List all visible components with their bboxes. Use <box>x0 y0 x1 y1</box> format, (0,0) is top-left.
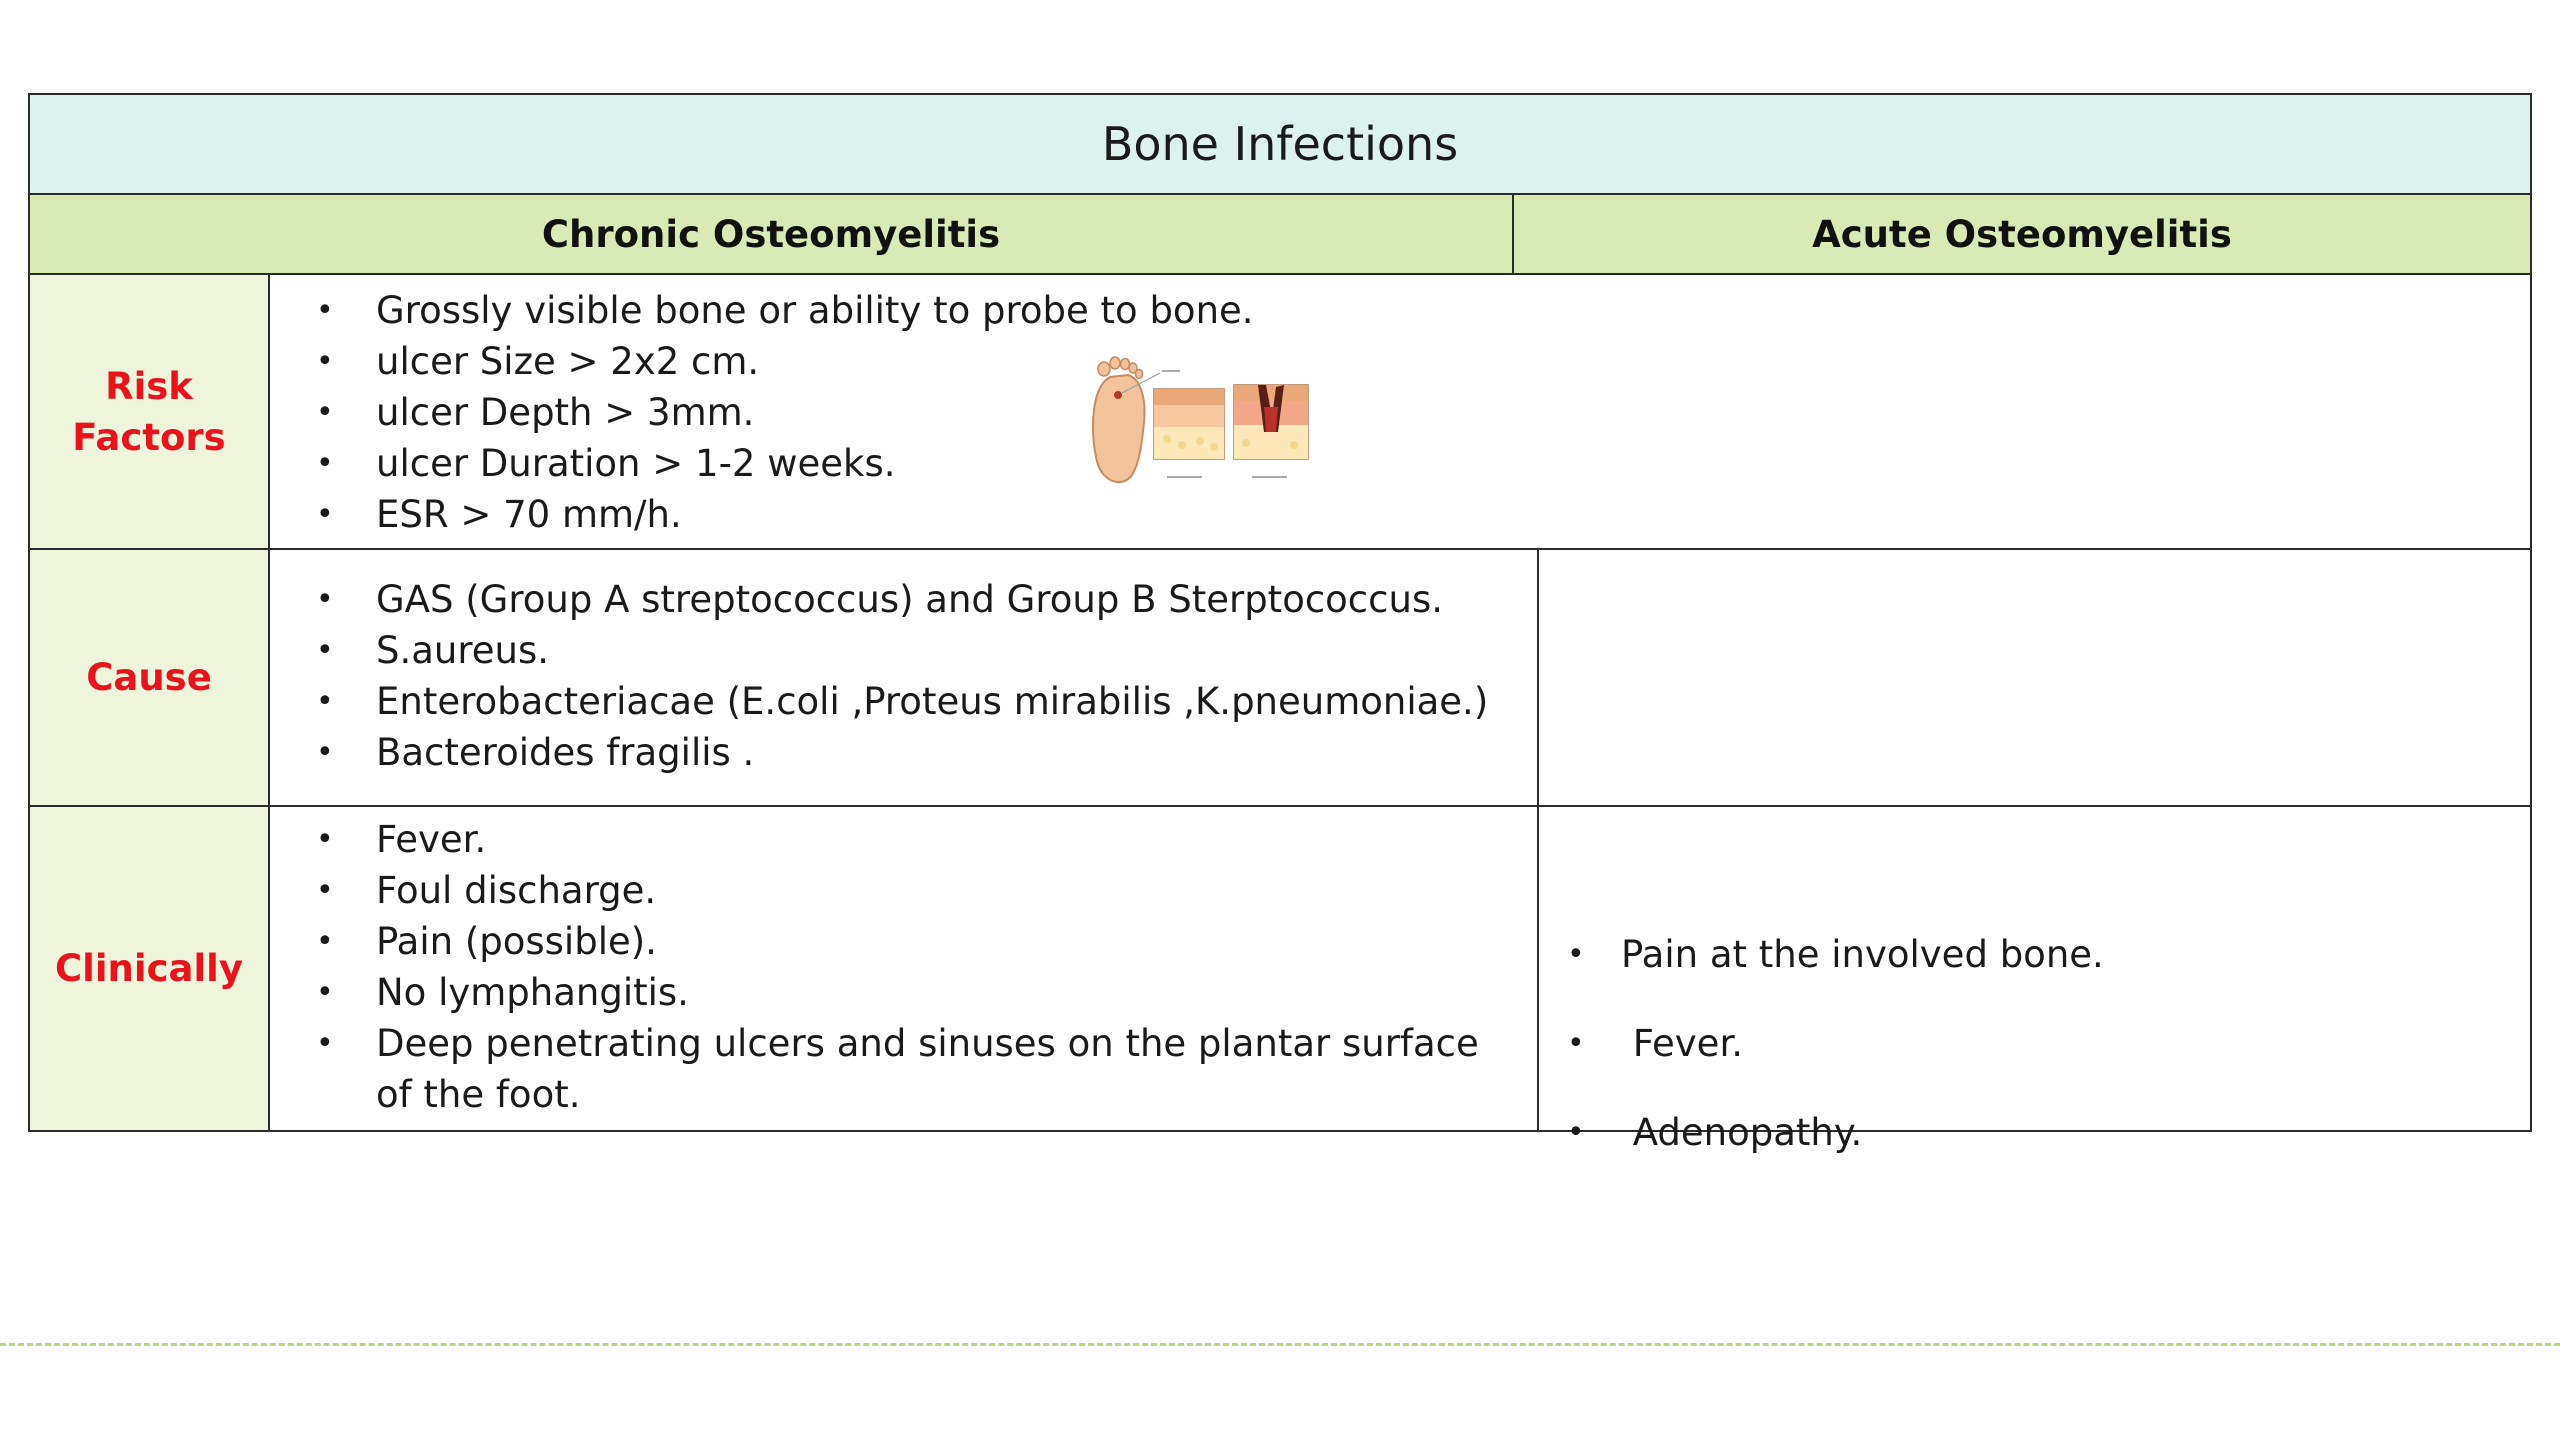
cause-chronic-content <box>270 550 1539 807</box>
list-item: • ulcer Depth > 3mm. <box>376 387 1254 438</box>
header-acute <box>1514 195 2530 275</box>
list-item: • Fever. <box>1621 1018 2104 1069</box>
list-item: • Pain at the involved bone. <box>1621 929 2104 980</box>
risk-factors-content <box>270 275 2530 550</box>
bullet-icon: • <box>316 924 334 959</box>
table-title: Bone Infections <box>1101 117 1459 171</box>
list-item: • Enterobacteriacae (E.coli ,Proteus mirabilis ,K.pneumoniae.) <box>376 676 1488 727</box>
clinically-acute-list <box>1567 891 2104 1196</box>
row-label-text: Risk Factors <box>72 364 226 459</box>
bullet-icon: • <box>316 582 334 617</box>
list-item: • GAS (Group A streptococcus) and Group B Sterptococcus. <box>376 574 1488 625</box>
bullet-icon: • <box>1567 1115 1585 1150</box>
header-chronic-label: Chronic Osteomyelitis <box>541 212 1001 256</box>
bullet-icon: • <box>316 873 334 908</box>
row-label-clinically <box>30 807 270 1130</box>
bullet-icon: • <box>316 395 334 430</box>
header-chronic <box>30 195 1514 275</box>
clinically-chronic-list <box>316 814 1506 1120</box>
cause-acute-content <box>1539 550 2530 807</box>
clinically-chronic-content <box>270 807 1539 1130</box>
clinically-acute-content <box>1539 807 2530 1154</box>
row-label-text: Cause <box>86 656 212 699</box>
list-item: • Grossly visible bone or ability to probe to bone. <box>376 285 1254 336</box>
list-item: • Foul discharge. <box>376 865 1506 916</box>
list-item: • Adenopathy. <box>1621 1107 2104 1158</box>
row-label-text: Clinically <box>55 947 243 990</box>
bullet-icon: • <box>316 293 334 328</box>
header-acute-label: Acute Osteomyelitis <box>1812 212 2232 256</box>
table-title-row <box>30 95 2530 195</box>
bullet-icon: • <box>316 497 334 532</box>
list-item: • Deep penetrating ulcers and sinuses on the plantar surface of the foot. <box>376 1018 1506 1120</box>
row-label-risk-factors <box>30 275 270 550</box>
list-item: • Pain (possible). <box>376 916 1506 967</box>
foot-ulcer-illustration-icon <box>1082 347 1322 492</box>
bullet-icon: • <box>316 1026 334 1061</box>
list-item: • No lymphangitis. <box>376 967 1506 1018</box>
bullet-icon: • <box>316 446 334 481</box>
bullet-icon: • <box>1567 937 1585 972</box>
list-item: • ulcer Duration > 1-2 weeks. <box>376 438 1254 489</box>
bullet-icon: • <box>316 633 334 668</box>
cause-list <box>316 574 1489 778</box>
list-item: • Fever. <box>376 814 1506 865</box>
bullet-icon: • <box>316 344 334 379</box>
footer-divider <box>0 1343 2560 1346</box>
list-item: • ESR > 70 mm/h. <box>376 489 1254 540</box>
bullet-icon: • <box>316 975 334 1010</box>
row-label-cause <box>30 550 270 807</box>
bone-infections-table <box>28 93 2532 1154</box>
list-item: • Bacteroides fragilis . <box>376 727 1488 778</box>
bullet-icon: • <box>316 684 334 719</box>
list-item: • ulcer Size > 2x2 cm. <box>376 336 1254 387</box>
bullet-icon: • <box>1567 1026 1585 1061</box>
list-item: • S.aureus. <box>376 625 1488 676</box>
bullet-icon: • <box>316 735 334 770</box>
bullet-icon: • <box>316 822 334 857</box>
